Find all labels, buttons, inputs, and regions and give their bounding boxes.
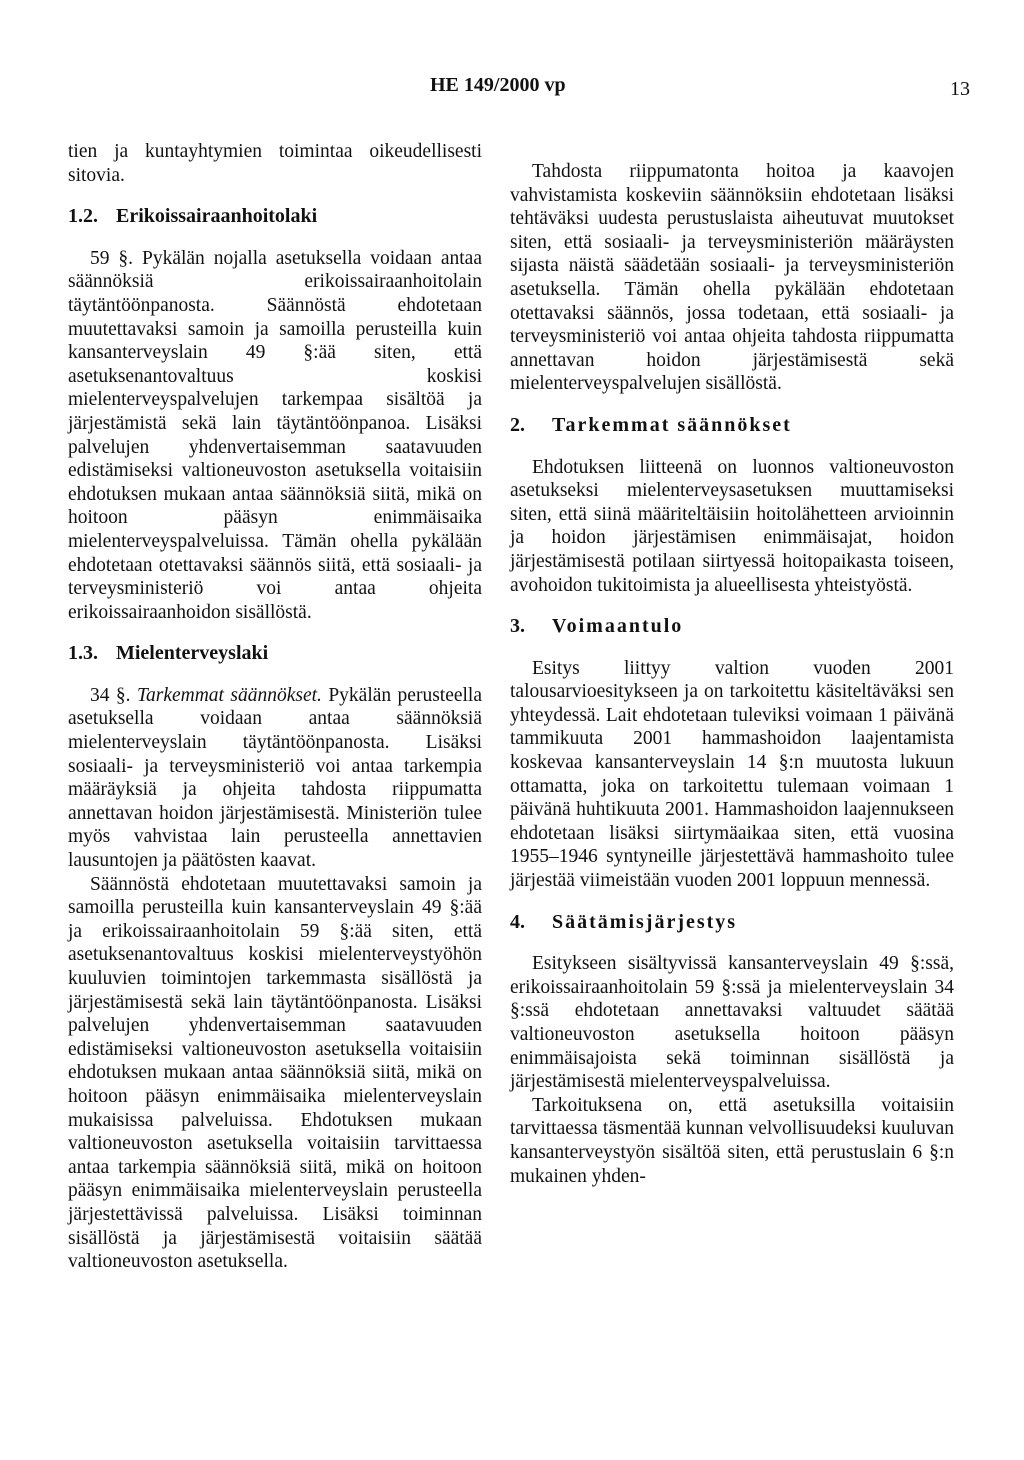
section-title: Voimaantulo (552, 615, 684, 638)
paragraph: Esitys liittyy valtion vuoden 2001 talousarvioesitykseen ja on tarkoitettu käsiteltäväksi sen yhteydessä. Lait ehdotetaan tuleviksi voimaan 1 päivänä tammikuuta 2001 hammashoidon laajentamista koskevaa kansanterveyslain 14 §:n muutosta lukuun ottamatta, joka on tarkoitettu tulemaan voimaan 1 päivänä huhtikuuta 2001. Hammashoidon laajennukseen ehdotetaan lisäksi siirtymäaikaa siten, että vuosina 1955–1946 syntyneille järjestettävä hammashoito tulee järjestää viimeistään vuoden 2001 loppuun mennessä. (510, 657, 954, 892)
page-header (0, 74, 1024, 114)
section-number: 4. (510, 910, 525, 933)
section-title: Erikoissairaanhoitolaki (116, 205, 318, 228)
section-heading-1-3 (68, 642, 482, 666)
section-number: 1.3. (68, 642, 98, 665)
paragraph: Esitykseen sisältyvissä kansanterveyslain 49 §:ssä, erikoissairaanhoitolain 59 §:ssä ja mielenterveyslain 34 §:ssä ehdotetaan annettavaksi valtuudet säätää valtioneuvoston asetuksella hoitoon pääsyn enimmäisajoista sekä toiminnan sisällöstä ja järjestämisestä mielenterveyspalveluissa. (510, 953, 954, 1093)
paragraph: Tarkoituksena on, että asetuksilla voitaisiin tarvittaessa täsmentää kunnan velvollisuudeksi kuuluvan kansanterveystyön sisältöä siten, että perustuslain 6 §:n mukainen yhden- (510, 1094, 954, 1187)
paragraph: tien ja kuntayhtymien toimintaa oikeudellisesti sitovia. (68, 141, 482, 186)
paragraph-text: Pykälän perusteella asetuksella voidaan antaa säännöksiä mielenterveyslain täytäntöönpanosta. Lisäksi sosiaali- ja terveysministeriö voi antaa tarkempia määräyksiä ja ohjeita tahdosta riippumatta annettavan hoidon järjestämisestä. Ministeriön tulee myös vahvistaa lain perusteella annettavien lausuntojen ja päätösten kaavat. (68, 684, 483, 872)
right-column (510, 160, 954, 1188)
section-title: Tarkemmat säännökset (552, 413, 792, 436)
section-heading-3 (510, 615, 954, 639)
section-title: Säätämisjärjestys (552, 910, 738, 933)
paragraph: Ehdotuksen liitteenä on luonnos valtioneuvoston asetukseksi mielenterveysasetuksen muuttamiseksi siten, että siinä määriteltäisiin hoitolähetteen arvioinnin ja hoidon järjestämisen enimmäisajat, hoidon järjestämisestä potilaan siirtyessä hoitopaikasta toiseen, avohoidon tukitoimista ja alueellisesta yhteistyöstä. (510, 456, 954, 596)
paragraph: Säännöstä ehdotetaan muutettavaksi samoin ja samoilla perusteilla kuin kansanterveyslain 49 §:ää ja erikoissairaanhoitolain 59 §:ää siten, että asetuksenantovaltuus koskisi mielenterveystyöhön kuuluvien toimintojen tarkemmasta sisällöstä ja järjestämisestä sekä lain täytäntöönpanosta. Lisäksi palvelujen yhdenvertaisemman saatavuuden edistämiseksi valtioneuvoston asetuksella voitaisiin ehdotuksen mukaan antaa säännöksiä siitä, mikä on hoitoon pääsyn enimmäisaika mielenterveyslain mukaisissa palveluissa. Ehdotuksen mukaan valtioneuvoston asetuksella voitaisiin tarvittaessa antaa tarkempia säännöksiä siitä, mikä on hoitoon pääsyn enimmäisaika mielenterveyslain perusteella järjestettävissä palveluissa. Lisäksi toiminnan sisällöstä ja järjestämisestä voitaisiin säätää valtioneuvoston asetuksella. (68, 873, 482, 1273)
section-number: 2. (510, 413, 525, 436)
paragraph: 59 §. Pykälän nojalla asetuksella voidaan antaa säännöksiä erikoissairaanhoitolain täytäntöönpanosta. Säännöstä ehdotetaan muutettavaksi samoin ja samoilla perusteilla kuin kansanterveyslain 49 §:ää siten, että asetuksenantovaltuus koskisi mielenterveyspalvelujen tarkempaa sisältöä ja järjestämistä sekä lain täytäntöönpanoa. Lisäksi palvelujen yhdenvertaisemman saatavuuden edistämiseksi valtioneuvoston asetuksella voitaisiin ehdotuksen mukaan antaa säännöksiä siitä, mikä on hoitoon pääsyn enimmäisaika mielenterveyspalveluissa. Tämän ohella pykälään ehdotetaan otettavaksi säännös siitä, että sosiaali- ja terveysministeriö voi antaa ohjeita erikoissairaanhoidon sisällöstä. (68, 247, 482, 623)
section-heading-2 (510, 414, 954, 438)
section-title: Mielenterveyslaki (116, 642, 269, 665)
paragraph: Tahdosta riippumatonta hoitoa ja kaavojen vahvistamista koskeviin säännöksiin ehdotetaan lisäksi tehtäväksi uudesta perustuslaista aiheutuvat muutokset siten, että sosiaali- ja terveysministeriön määräysten sijasta näistä säädetään sosiaali- ja terveysministeriön asetuksella. Tämän ohella pykälään ehdotetaan otettavaksi säännös, jossa todetaan, että sosiaali- ja terveysministeriö voi antaa ohjeita tahdosta riippumatta annettavan hoidon järjestämisestä sekä mielenterveyspalvelujen sisällöstä. (510, 161, 954, 395)
section-heading-4 (510, 911, 954, 935)
running-head: HE 149/2000 vp (430, 74, 566, 96)
section-number: 1.2. (68, 205, 98, 228)
italic-caption: Tarkemmat säännökset. (136, 684, 322, 706)
section-ref: 34 §. (90, 684, 137, 706)
left-column (68, 140, 482, 1274)
section-heading-1-2 (68, 205, 482, 229)
page-number: 13 (950, 78, 970, 100)
paragraph (68, 684, 482, 873)
section-number: 3. (510, 615, 525, 638)
